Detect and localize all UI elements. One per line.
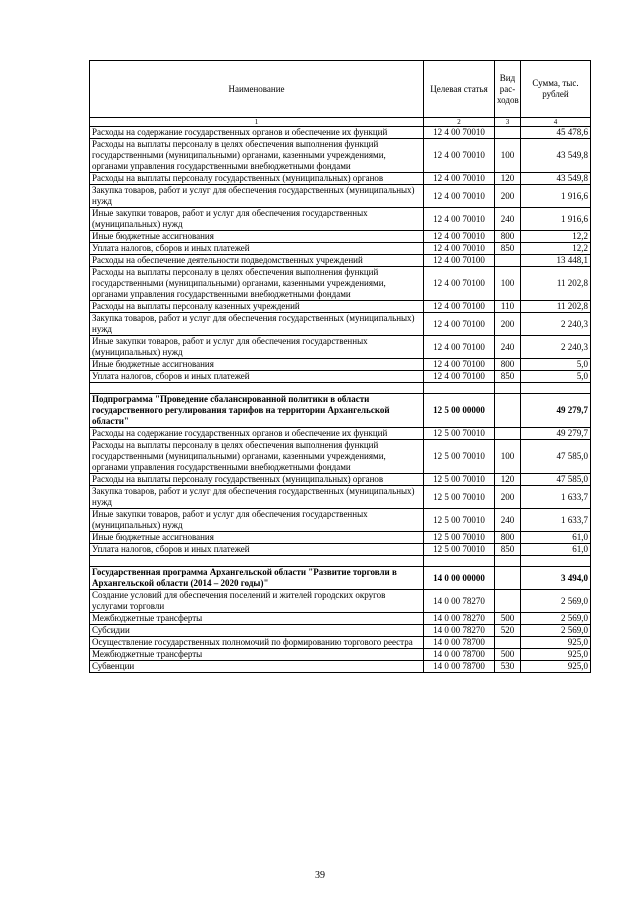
name-cell: Уплата налогов, сборов и иных платежей — [90, 243, 424, 255]
table-row — [90, 509, 591, 532]
table-body — [90, 127, 591, 673]
sum-cell: 61,0 — [521, 544, 591, 556]
code-cell: 12 4 00 70100 — [424, 301, 495, 313]
name-cell: Закупка товаров, работ и услуг для обеспечения государственных (муниципальных) нужд — [90, 313, 424, 336]
code-cell: 12 5 00 70010 — [424, 440, 495, 474]
sum-cell: 49 279,7 — [521, 428, 591, 440]
name-cell: Расходы на выплаты персоналу казенных учреждений — [90, 301, 424, 313]
code-cell: 12 4 00 70100 — [424, 371, 495, 383]
name-cell: Подпрограмма "Проведение сбалансированной политики в области государственного регулирования тарифов на территории Архангельской области" — [90, 394, 424, 428]
name-cell: Расходы на выплаты персоналу в целях обеспечения выполнения функций государственными (муниципальными) органами, казенными учреждениями, органами управления государственными внебюджетными фондами — [90, 139, 424, 173]
sum-cell: 2 569,0 — [521, 613, 591, 625]
type-cell: 200 — [495, 185, 521, 208]
type-cell: 500 — [495, 649, 521, 661]
table-row — [90, 371, 591, 383]
empty-cell — [495, 383, 521, 394]
sum-cell: 1 633,7 — [521, 509, 591, 532]
header-sum: Сумма, тыс. рублей — [521, 61, 591, 118]
name-cell: Закупка товаров, работ и услуг для обеспечения государственных (муниципальных) нужд — [90, 486, 424, 509]
name-cell: Расходы на выплаты персоналу государственных (муниципальных) органов — [90, 173, 424, 185]
column-number: 2 — [424, 118, 495, 127]
page-number: 39 — [315, 870, 325, 881]
column-number-row — [90, 118, 591, 127]
type-cell: 530 — [495, 661, 521, 673]
empty-cell — [521, 383, 591, 394]
name-cell: Иные закупки товаров, работ и услуг для обеспечения государственных (муниципальных) нужд — [90, 509, 424, 532]
table-row — [90, 255, 591, 267]
sum-cell: 2 569,0 — [521, 625, 591, 637]
column-number: 4 — [521, 118, 591, 127]
name-cell: Расходы на выплаты персоналу в целях обеспечения выполнения функций государственными (муниципальными) органами, казенными учреждениями, органами управления государственными внебюджетными фондами — [90, 440, 424, 474]
table-row — [90, 544, 591, 556]
table-row — [90, 243, 591, 255]
name-cell: Иные закупки товаров, работ и услуг для обеспечения государственных (муниципальных) нужд — [90, 208, 424, 231]
code-cell: 12 5 00 70010 — [424, 509, 495, 532]
header-type: Вид рас-ходов — [495, 61, 521, 118]
empty-cell — [495, 556, 521, 567]
name-cell: Расходы на выплаты персоналу в целях обеспечения выполнения функций государственными (муниципальными) органами, казенными учреждениями, органами управления государственными внебюджетными фондами — [90, 267, 424, 301]
sum-cell: 45 478,6 — [521, 127, 591, 139]
type-cell: 100 — [495, 267, 521, 301]
sum-cell: 3 494,0 — [521, 567, 591, 590]
type-cell: 800 — [495, 532, 521, 544]
code-cell: 12 4 00 70010 — [424, 173, 495, 185]
sum-cell: 43 549,8 — [521, 173, 591, 185]
name-cell: Расходы на выплаты персоналу государственных (муниципальных) органов — [90, 474, 424, 486]
code-cell: 14 0 00 78700 — [424, 637, 495, 649]
name-cell: Субвенции — [90, 661, 424, 673]
name-cell: Иные бюджетные ассигнования — [90, 231, 424, 243]
table-row — [90, 301, 591, 313]
empty-cell — [90, 556, 424, 567]
spacer-row — [90, 383, 591, 394]
type-cell — [495, 428, 521, 440]
table-row — [90, 649, 591, 661]
code-cell: 14 0 00 78700 — [424, 649, 495, 661]
code-cell: 12 4 00 70010 — [424, 231, 495, 243]
type-cell: 500 — [495, 613, 521, 625]
spacer-row — [90, 556, 591, 567]
code-cell: 12 4 00 70100 — [424, 336, 495, 359]
empty-cell — [424, 556, 495, 567]
column-number: 3 — [495, 118, 521, 127]
header-name: Наименование — [90, 61, 424, 118]
type-cell: 100 — [495, 440, 521, 474]
sum-cell: 925,0 — [521, 661, 591, 673]
sum-cell: 47 585,0 — [521, 474, 591, 486]
type-cell: 120 — [495, 173, 521, 185]
type-cell: 120 — [495, 474, 521, 486]
sum-cell: 925,0 — [521, 637, 591, 649]
name-cell: Расходы на содержание государственных органов и обеспечение их функций — [90, 428, 424, 440]
code-cell: 14 0 00 78700 — [424, 661, 495, 673]
table-row — [90, 590, 591, 613]
type-cell: 200 — [495, 313, 521, 336]
type-cell: 240 — [495, 509, 521, 532]
sum-cell: 1 916,6 — [521, 208, 591, 231]
table-row — [90, 394, 591, 428]
table-row — [90, 185, 591, 208]
type-cell — [495, 255, 521, 267]
type-cell: 800 — [495, 359, 521, 371]
type-cell: 240 — [495, 336, 521, 359]
table-row — [90, 428, 591, 440]
code-cell: 12 4 00 70100 — [424, 359, 495, 371]
budget-table — [89, 60, 591, 673]
sum-cell: 11 202,8 — [521, 267, 591, 301]
name-cell: Иные бюджетные ассигнования — [90, 532, 424, 544]
type-cell — [495, 394, 521, 428]
name-cell: Закупка товаров, работ и услуг для обеспечения государственных (муниципальных) нужд — [90, 185, 424, 208]
name-cell: Расходы на содержание государственных органов и обеспечение их функций — [90, 127, 424, 139]
code-cell: 14 0 00 00000 — [424, 567, 495, 590]
name-cell: Государственная программа Архангельской области "Развитие торговли в Архангельской области (2014 – 2020 годы)" — [90, 567, 424, 590]
table-row — [90, 474, 591, 486]
header-code: Целевая статья — [424, 61, 495, 118]
type-cell: 110 — [495, 301, 521, 313]
code-cell: 12 4 00 70100 — [424, 267, 495, 301]
code-cell: 12 5 00 70010 — [424, 428, 495, 440]
sum-cell: 925,0 — [521, 649, 591, 661]
table-row — [90, 486, 591, 509]
table-row — [90, 567, 591, 590]
code-cell: 12 4 00 70010 — [424, 127, 495, 139]
table-row — [90, 613, 591, 625]
type-cell: 200 — [495, 486, 521, 509]
name-cell: Осуществление государственных полномочий по формированию торгового реестра — [90, 637, 424, 649]
name-cell: Уплата налогов, сборов и иных платежей — [90, 544, 424, 556]
table-row — [90, 313, 591, 336]
name-cell: Создание условий для обеспечения поселений и жителей городских округов услугами торговли — [90, 590, 424, 613]
name-cell: Уплата налогов, сборов и иных платежей — [90, 371, 424, 383]
code-cell: 12 4 00 70010 — [424, 208, 495, 231]
table-row — [90, 336, 591, 359]
type-cell — [495, 127, 521, 139]
sum-cell: 5,0 — [521, 371, 591, 383]
code-cell: 12 5 00 00000 — [424, 394, 495, 428]
code-cell: 12 5 00 70010 — [424, 474, 495, 486]
code-cell: 12 5 00 70010 — [424, 544, 495, 556]
table-row — [90, 127, 591, 139]
column-number: 1 — [90, 118, 424, 127]
table-row — [90, 139, 591, 173]
code-cell: 12 4 00 70100 — [424, 313, 495, 336]
type-cell: 850 — [495, 544, 521, 556]
sum-cell: 43 549,8 — [521, 139, 591, 173]
sum-cell: 12,2 — [521, 231, 591, 243]
name-cell: Иные закупки товаров, работ и услуг для обеспечения государственных (муниципальных) нужд — [90, 336, 424, 359]
table-row — [90, 267, 591, 301]
table-row — [90, 173, 591, 185]
sum-cell: 13 448,1 — [521, 255, 591, 267]
sum-cell: 47 585,0 — [521, 440, 591, 474]
sum-cell: 12,2 — [521, 243, 591, 255]
code-cell: 14 0 00 78270 — [424, 590, 495, 613]
name-cell: Расходы на обеспечение деятельности подведомственных учреждений — [90, 255, 424, 267]
type-cell: 800 — [495, 231, 521, 243]
name-cell: Иные бюджетные ассигнования — [90, 359, 424, 371]
type-cell — [495, 637, 521, 649]
code-cell: 12 4 00 70010 — [424, 243, 495, 255]
code-cell: 12 4 00 70010 — [424, 139, 495, 173]
sum-cell: 5,0 — [521, 359, 591, 371]
table-row — [90, 532, 591, 544]
table-row — [90, 661, 591, 673]
sum-cell: 49 279,7 — [521, 394, 591, 428]
type-cell: 520 — [495, 625, 521, 637]
sum-cell: 2 569,0 — [521, 590, 591, 613]
sum-cell: 11 202,8 — [521, 301, 591, 313]
sum-cell: 1 633,7 — [521, 486, 591, 509]
sum-cell: 61,0 — [521, 532, 591, 544]
table-row — [90, 208, 591, 231]
code-cell: 12 5 00 70010 — [424, 532, 495, 544]
type-cell: 240 — [495, 208, 521, 231]
table-row — [90, 231, 591, 243]
type-cell: 850 — [495, 243, 521, 255]
header-row — [90, 61, 591, 118]
code-cell: 12 4 00 70010 — [424, 185, 495, 208]
table-row — [90, 625, 591, 637]
code-cell: 14 0 00 78270 — [424, 625, 495, 637]
sum-cell: 2 240,3 — [521, 313, 591, 336]
code-cell: 12 5 00 70010 — [424, 486, 495, 509]
type-cell: 100 — [495, 139, 521, 173]
empty-cell — [424, 383, 495, 394]
empty-cell — [521, 556, 591, 567]
code-cell: 14 0 00 78270 — [424, 613, 495, 625]
type-cell — [495, 567, 521, 590]
empty-cell — [90, 383, 424, 394]
name-cell: Субсидии — [90, 625, 424, 637]
sum-cell: 2 240,3 — [521, 336, 591, 359]
table-row — [90, 359, 591, 371]
type-cell — [495, 590, 521, 613]
sum-cell: 1 916,6 — [521, 185, 591, 208]
table-row — [90, 440, 591, 474]
name-cell: Межбюджетные трансферты — [90, 649, 424, 661]
code-cell: 12 4 00 70100 — [424, 255, 495, 267]
name-cell: Межбюджетные трансферты — [90, 613, 424, 625]
table-row — [90, 637, 591, 649]
type-cell: 850 — [495, 371, 521, 383]
